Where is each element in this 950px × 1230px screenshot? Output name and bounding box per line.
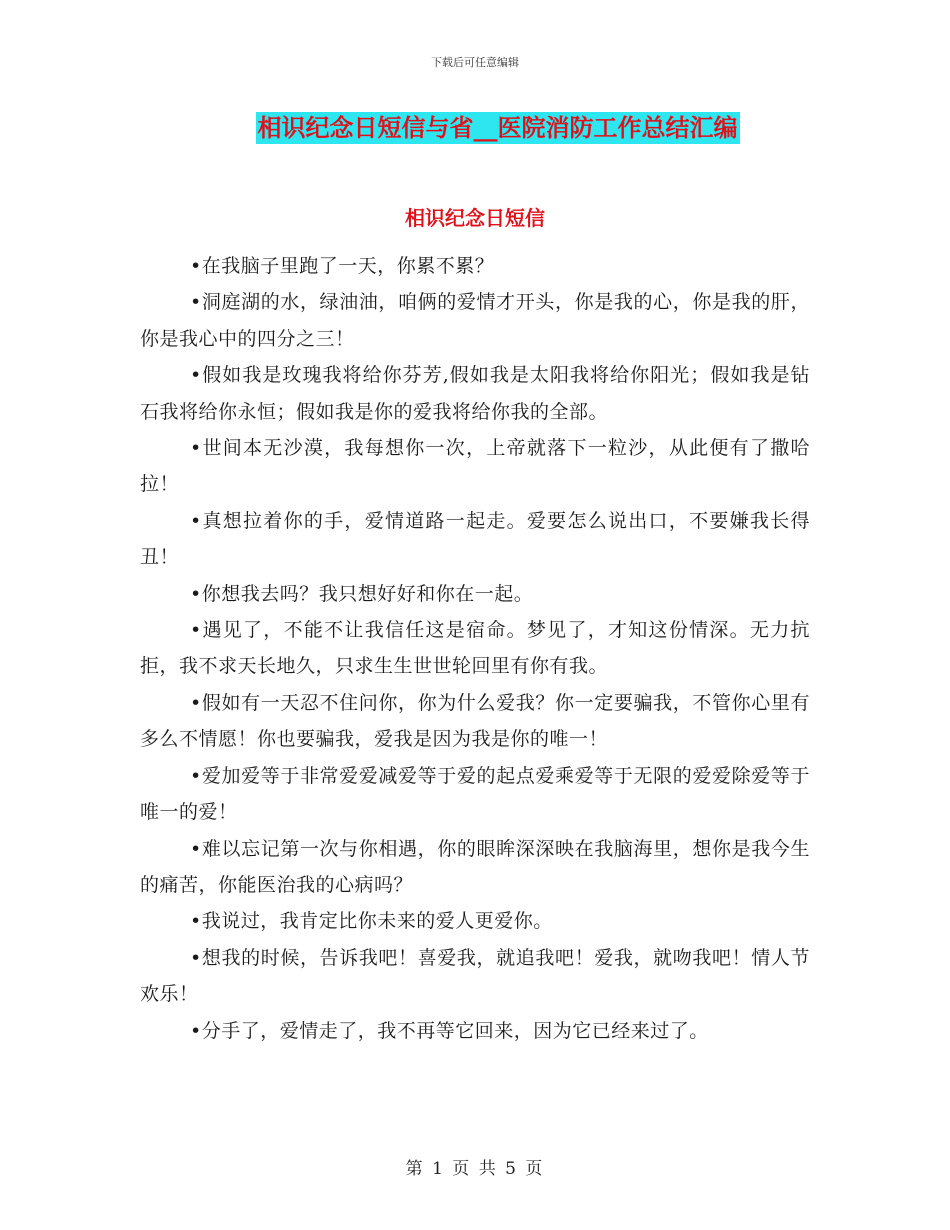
paragraph: •假如我是玫瑰我将给你芬芳,假如我是太阳我将给你阳光；假如我是钻石我将给你永恒；假如我是你的爱我将给你我的全部。: [140, 364, 810, 423]
paragraph: •遇见了，不能不让我信任这是宿命。梦见了，才知这份情深。无力抗拒，我不求天长地久，只求生生世世轮回里有你有我。: [140, 619, 810, 678]
paragraph: •假如有一天忍不住问你，你为什么爱我？你一定要骗我，不管你心里有多么不情愿！你也要骗我，爱我是因为我是你的唯一！: [140, 691, 810, 751]
document-title-container: [0, 112, 950, 144]
document-body: [140, 248, 810, 1049]
section-title: 相识纪念日短信: [405, 206, 545, 230]
paragraph: •爱加爱等于非常爱爱减爱等于爱的起点爱乘爱等于无限的爱爱除爱等于唯一的爱！: [140, 764, 810, 824]
paragraph: •真想拉着你的手，爱情道路一起走。爱要怎么说出口，不要嫌我长得丑！: [140, 509, 810, 569]
paragraph: •想我的时候，告诉我吧！喜爱我，就追我吧！爱我，就吻我吧！情人节欢乐！: [140, 946, 810, 1006]
paragraph: •洞庭湖的水，绿油油，咱俩的爱情才开头，你是我的心，你是我的肝，你是我心中的四分之三！: [140, 291, 810, 350]
paragraph: •世间本无沙漠，我每想你一次，上帝就落下一粒沙，从此便有了撒哈拉！: [140, 437, 810, 496]
paragraph: •难以忘记第一次与你相遇，你的眼眸深深映在我脑海里，想你是我今生的痛苦，你能医治我的心病吗？: [140, 837, 810, 896]
paragraph: •我说过，我肯定比你未来的爱人更爱你。: [190, 910, 553, 933]
header-note: 下载后可任意编辑: [431, 56, 519, 69]
paragraph: •你想我去吗？我只想好好和你在一起。: [190, 582, 534, 605]
paragraph: •分手了，爱情走了，我不再等它回来，因为它已经来过了。: [190, 1019, 709, 1042]
page-footer: 第 1 页 共 5 页: [405, 1159, 545, 1179]
paragraph: •在我脑子里跑了一天，你累不累？: [190, 255, 495, 277]
document-title: 相识纪念日短信与省__医院消防工作总结汇编: [257, 114, 738, 142]
